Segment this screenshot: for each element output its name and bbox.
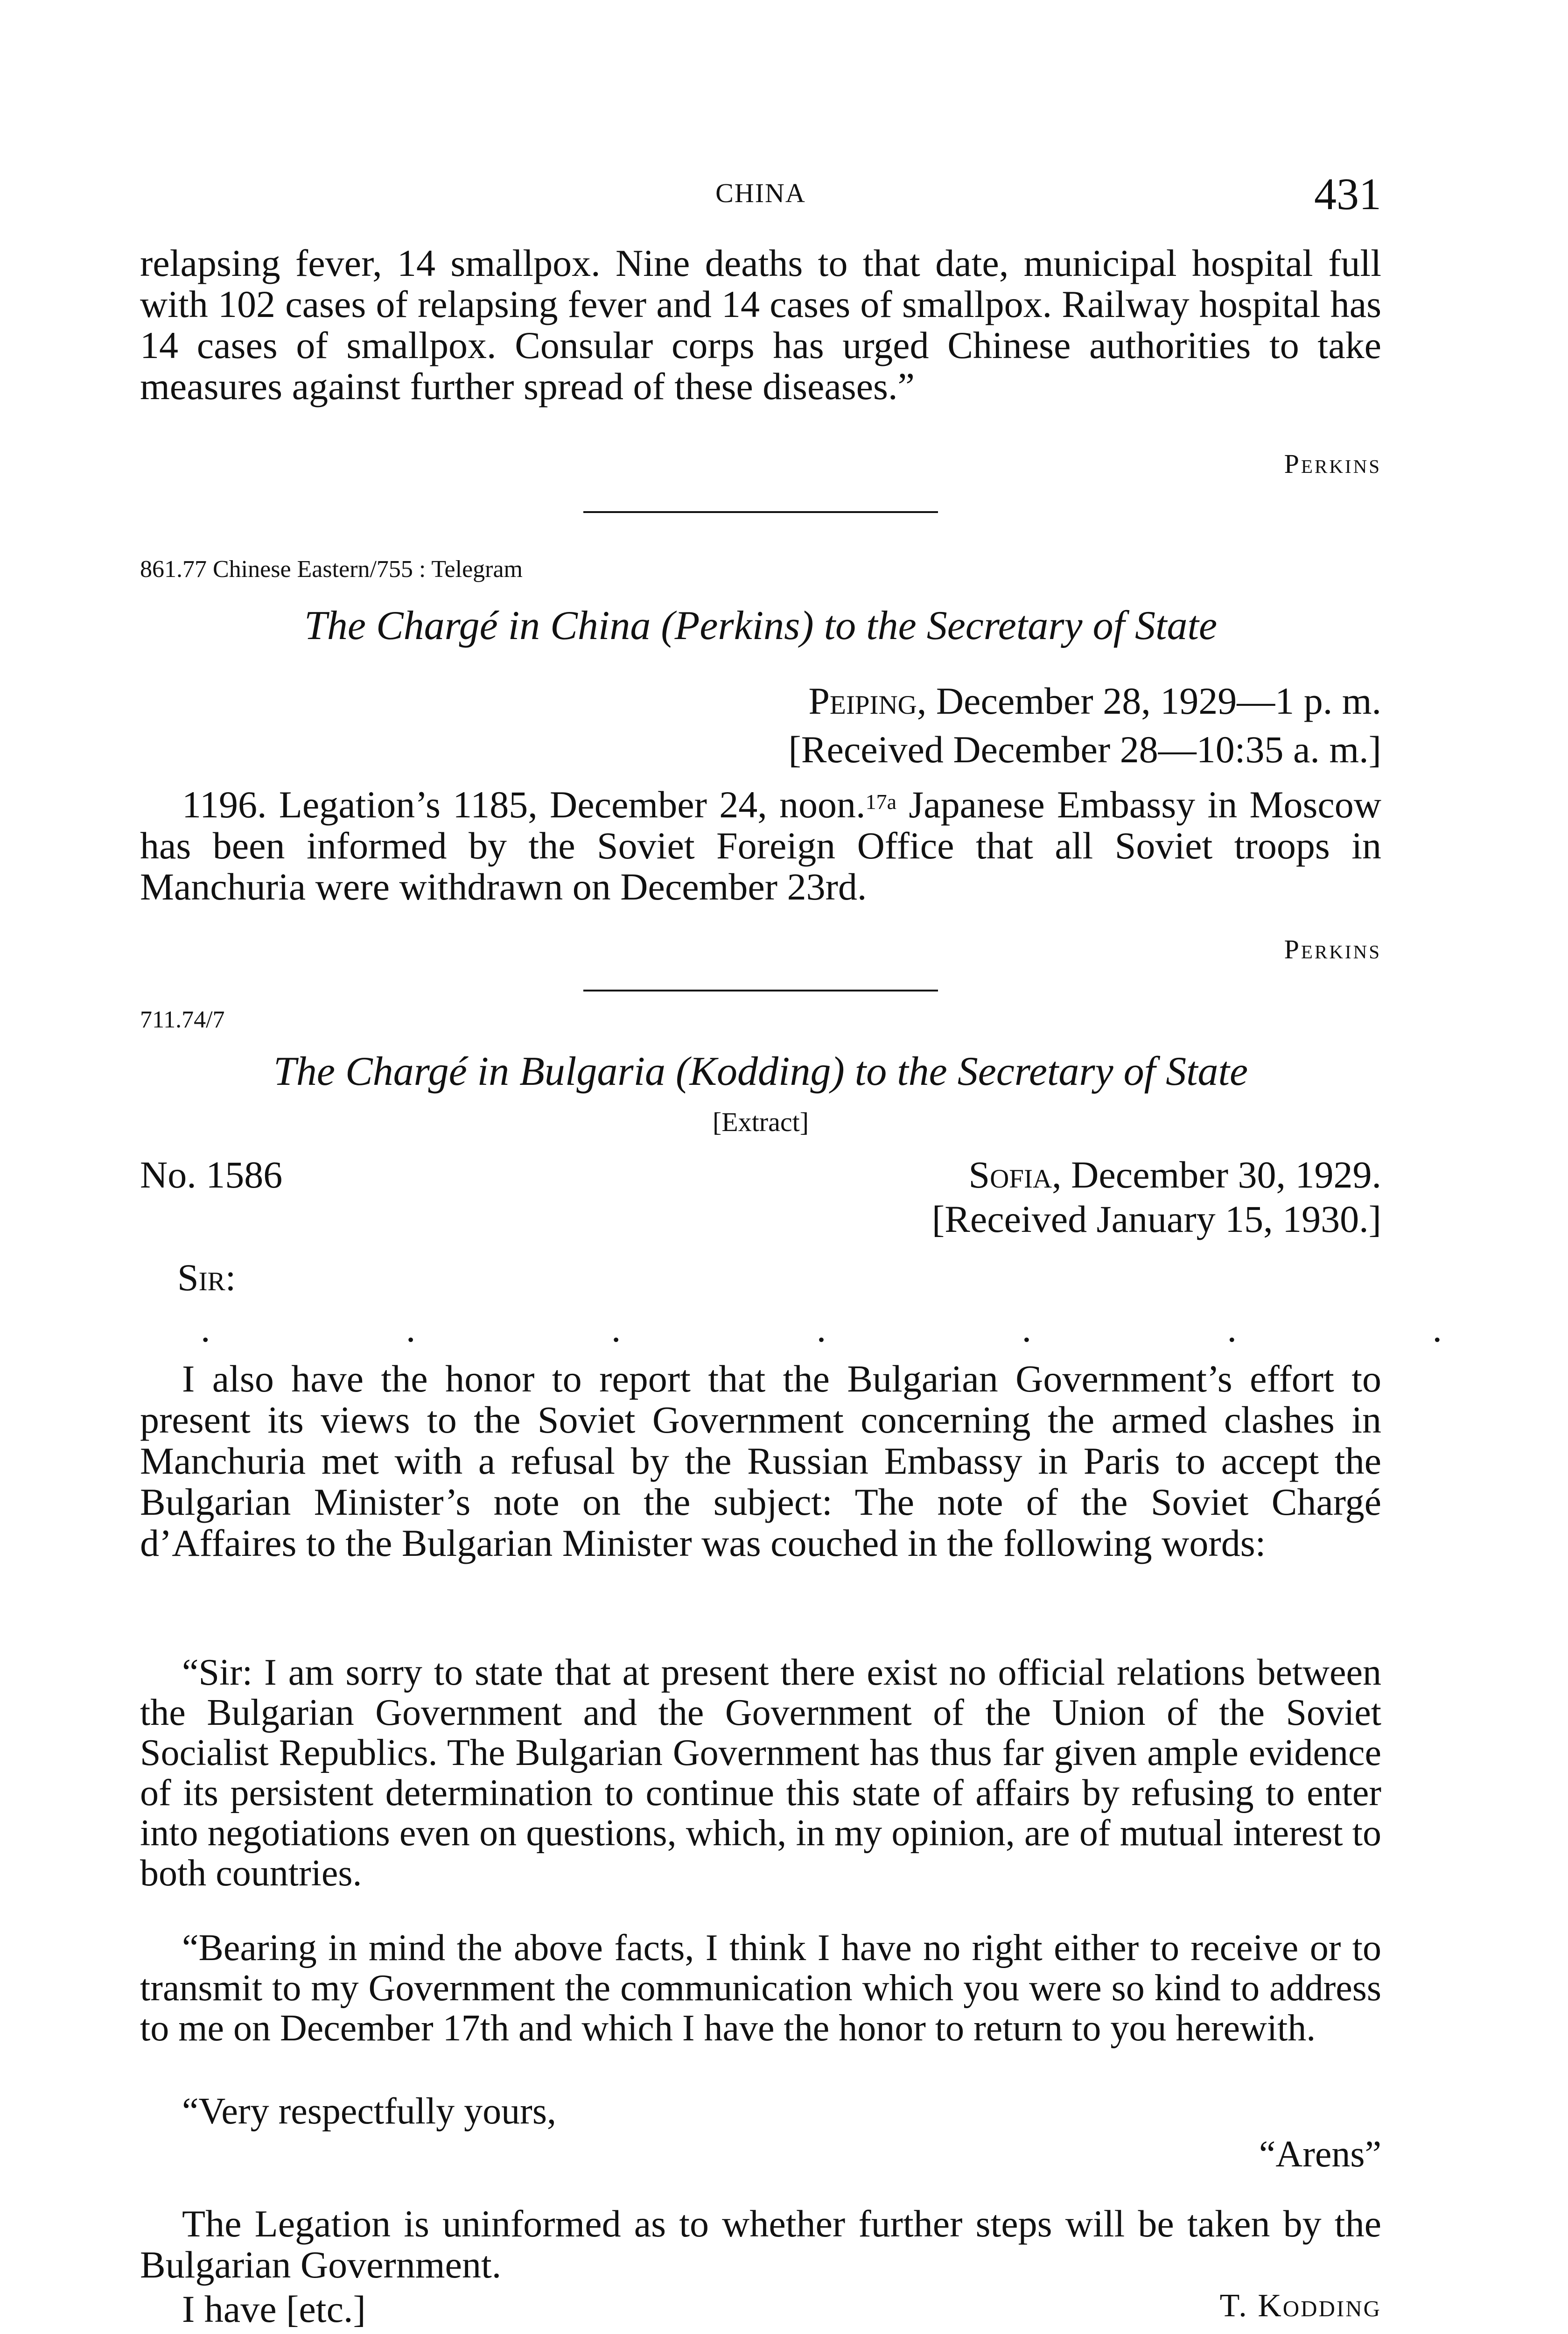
body-paragraph-2: The Legation is uninformed as to whether further steps will be taken by the Bulgarian Government. <box>140 2202 1381 2286</box>
dateline-place-1: Peiping, <box>808 680 927 722</box>
extract-label: [Extract] <box>712 1107 809 1137</box>
file-reference-1: 861.77 Chinese Eastern/755 : Telegram <box>140 556 523 583</box>
dateline-date-1: December 28, 1929—1 p. m. <box>936 680 1381 722</box>
section-divider-1 <box>583 511 938 513</box>
running-title: CHINA <box>715 178 806 208</box>
signature-perkins-2: Perkins <box>1284 934 1381 964</box>
salutation: Sir: <box>177 1256 236 1299</box>
ellipsis-dot: . <box>816 1308 826 1350</box>
telegram-body <box>140 784 1381 907</box>
running-head <box>140 168 1381 219</box>
ellipsis-row <box>140 1307 1503 1351</box>
ellipsis-dot: . <box>201 1308 210 1350</box>
ellipsis-dot: . <box>1432 1308 1442 1350</box>
quoted-closing: “Very respectfully yours, <box>182 2091 556 2132</box>
ellipsis-dot: . <box>1022 1308 1032 1350</box>
page-number: 431 <box>1314 169 1381 219</box>
signature-perkins-1: Perkins <box>1284 449 1381 479</box>
dateline-2 <box>968 1153 1381 1197</box>
ellipsis-dot: . <box>611 1308 621 1350</box>
signature-kodding: T. Kodding <box>1219 2288 1381 2324</box>
ellipsis-dot: . <box>1227 1308 1237 1350</box>
footnote-ref-17a: 17a <box>865 790 896 814</box>
section-divider-2 <box>583 990 938 991</box>
ellipsis-dot: . <box>406 1308 416 1350</box>
file-reference-2: 711.74/7 <box>140 1006 225 1033</box>
closing-formula: I have [etc.] <box>182 2288 366 2330</box>
continuation-paragraph: relapsing fever, 14 smallpox. Nine deaths to that date, municipal hospital full with 102 cases of relapsing fever and 14 cases of smallpox. Railway hospital has 14 cases of smallpox. Consular corps has urged Chinese authorities to take measures against further spread of these diseases.” <box>140 242 1381 408</box>
dateline-place-2: Sofia, <box>968 1153 1062 1196</box>
received-line-1: [Received December 28—10:35 a. m.] <box>788 728 1381 771</box>
telegram-body-pre: 1196. Legation’s 1185, December 24, noon. <box>182 783 866 826</box>
quoted-signature: “Arens” <box>1259 2134 1381 2175</box>
received-line-2: [Received January 15, 1930.] <box>931 1198 1381 1240</box>
quoted-paragraph-2: “Bearing in mind the above facts, I think I have no right either to receive or to transmit to my Government the communication which you were so kind to address to me on December 17th and which I have the honor to return to you herewith. <box>140 1927 1381 2049</box>
dateline-1 <box>140 677 1381 774</box>
document-heading-2: The Chargé in Bulgaria (Kodding) to the Secretary of State <box>273 1049 1248 1094</box>
body-paragraph-1: I also have the honor to report that the Bulgarian Government’s effort to present its views to the Soviet Government concerning the armed clashes in Manchuria met with a refusal by the Russian Embassy in Paris to accept the Bulgarian Minister’s note on the subject: The note of the Soviet Chargé d’Affaires to the Bulgarian Minister was couched in the following words: <box>140 1357 1381 1564</box>
despatch-number: No. 1586 <box>140 1153 283 1196</box>
telegram-body-post: Japanese Embassy in Moscow has been informed by the Soviet Foreign Office that all Soviet troops in Manchuria were withdrawn on December 23rd. <box>140 783 1381 908</box>
quoted-paragraph-1: “Sir: I am sorry to state that at present there exist no official relations between the Bulgarian Government and the Government of the Union of the Soviet Socialist Republics. The Bulgarian Government has thus far given ample evidence of its persistent determination to continue this state of affairs by refusing to enter into negotiations even on questions, which, in my opinion, are of mutual interest to both countries. <box>140 1652 1381 1894</box>
closing-row <box>140 2287 1381 2331</box>
dateline-date-2: December 30, 1929. <box>1071 1153 1381 1196</box>
document-heading-1: The Chargé in China (Perkins) to the Secretary of State <box>304 603 1218 648</box>
despatch-header-row <box>140 1153 1381 1197</box>
